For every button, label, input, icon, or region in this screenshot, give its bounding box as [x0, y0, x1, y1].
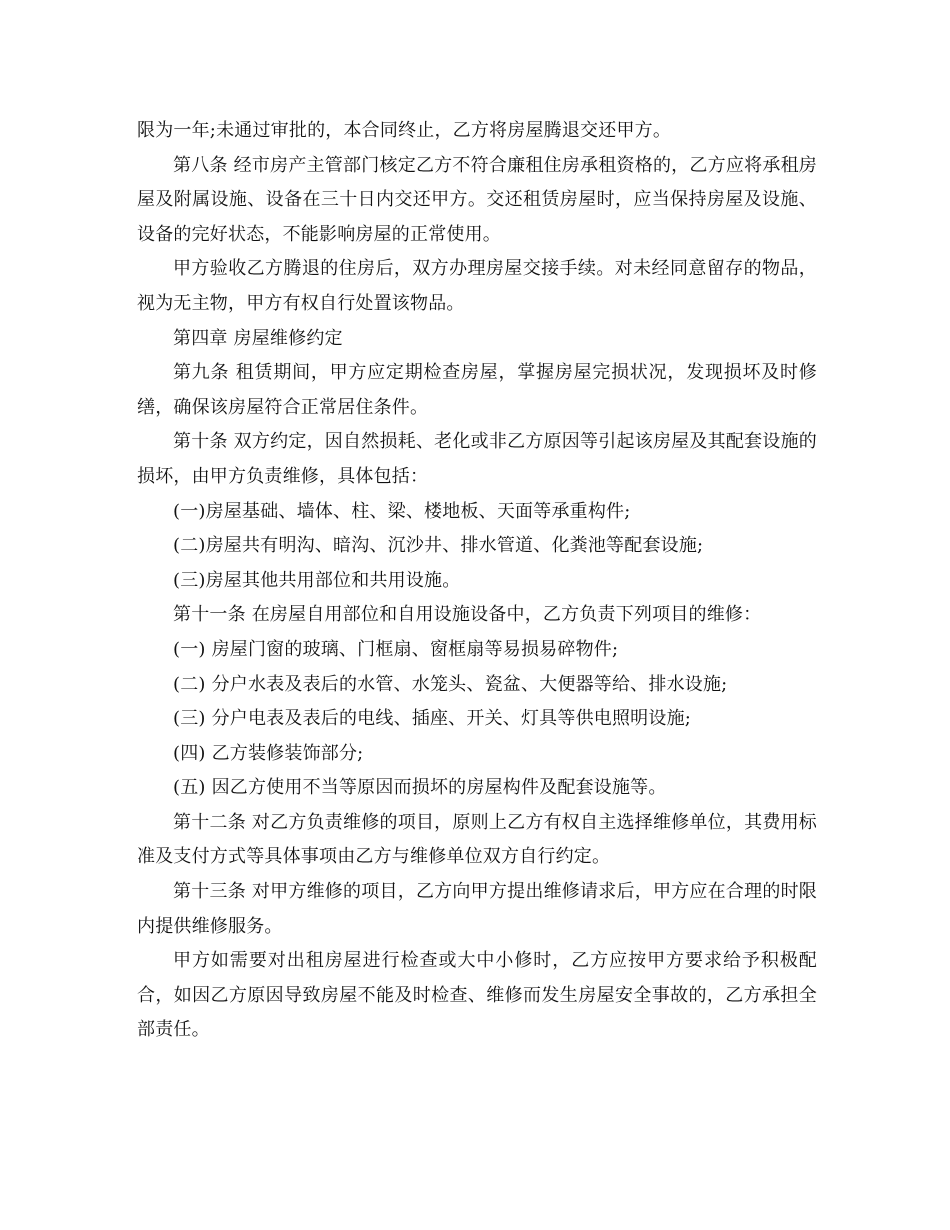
list-item-article-11-2: (二) 分户水表及表后的水管、水笼头、瓷盆、大便器等给、排水设施;	[173, 673, 728, 695]
paragraph-article-8: 第八条 经市房产主管部门核定乙方不符合廉租住房承租资格的，乙方应将承租房屋及附属设施、设备在三十日内交还甲方。交还租赁房屋时，应当保持房屋及设施、设备的完好状态，不能影响房屋的正常使用。	[137, 154, 817, 245]
list-item-article-10-2: (二)房屋共有明沟、暗沟、沉沙井、排水管道、化粪池等配套设施;	[173, 535, 704, 557]
paragraph-inspection-cooperation: 甲方如需要对出租房屋进行检查或大中小修时，乙方应按甲方要求给予积极配合，如因乙方原因导致房屋不能及时检查、维修而发生房屋安全事故的，乙方承担全部责任。	[137, 950, 817, 1041]
paragraph-term-period-end: 限为一年;未通过审批的，本合同终止，乙方将房屋腾退交还甲方。	[137, 120, 672, 141]
document-body	[137, 114, 817, 1048]
list-item-article-11-3: (三) 分户电表及表后的电线、插座、开关、灯具等供电照明设施;	[173, 708, 692, 730]
list-item-article-10-1: (一)房屋基础、墙体、柱、梁、楼地板、天面等承重构件;	[173, 500, 631, 522]
chapter-4-heading: 第四章 房屋维修约定	[173, 327, 343, 349]
paragraph-article-10: 第十条 双方约定，因自然损耗、老化或非乙方原因等引起该房屋及其配套设施的损坏，由甲方负责维修，具体包括：	[137, 431, 817, 487]
paragraph-article-12: 第十二条 对乙方负责维修的项目，原则上乙方有权自主选择维修单位，其费用标准及支付方式等具体事项由乙方与维修单位双方自行约定。	[137, 811, 817, 868]
paragraph-article-13: 第十三条 对甲方维修的项目，乙方向甲方提出维修请求后，甲方应在合理的时限内提供维修服务。	[137, 881, 817, 937]
list-item-article-11-4: (四) 乙方装修装饰部分;	[173, 742, 364, 764]
paragraph-handover: 甲方验收乙方腾退的住房后，双方办理房屋交接手续。对未经同意留存的物品，视为无主物，甲方有权自行处置该物品。	[137, 258, 817, 314]
list-item-article-11-5: (五) 因乙方使用不当等原因而损坏的房屋构件及配套设施等。	[173, 777, 667, 799]
list-item-article-11-1: (一) 房屋门窗的玻璃、门框扇、窗框扇等易损易碎物件;	[173, 638, 619, 660]
list-item-article-10-3: (三)房屋其他共用部位和共用设施。	[173, 569, 461, 591]
paragraph-article-11: 第十一条 在房屋自用部位和自用设施设备中，乙方负责下列项目的维修：	[173, 604, 762, 626]
paragraph-article-9: 第九条 租赁期间，甲方应定期检查房屋，掌握房屋完损状况，发现损坏及时修缮，确保该房屋符合正常居住条件。	[137, 362, 817, 418]
